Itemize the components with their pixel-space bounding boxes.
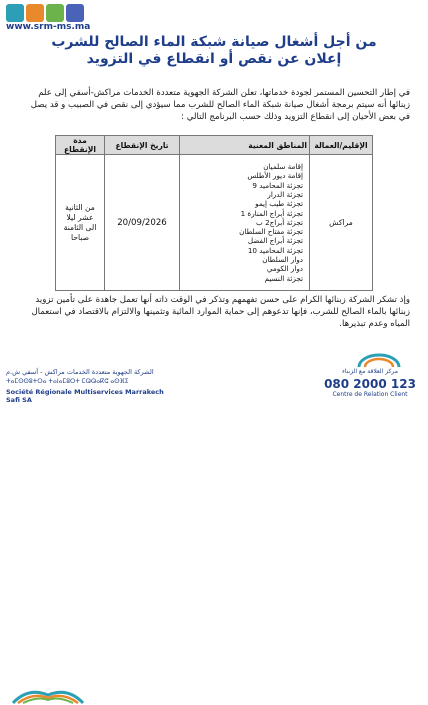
duration-line-2: الى الثامنة صباحا [63,222,97,242]
area-item: تجزئة المحاميد 9 [252,180,303,190]
lighting-logo-icon [66,4,84,22]
table-row [56,155,373,291]
header-areas: المناطق المعنية [180,136,310,155]
cell-areas [180,155,310,291]
hotline-number[interactable]: 080 2000 123 [324,377,416,391]
top-logo-bar [0,0,428,34]
title-line-1: من أجل أشغال صيانة شبكة الماء الصالح للشرب [51,34,377,50]
header-duration: مدة الإنقطاع [56,136,105,155]
affected-areas-list [182,162,307,283]
company-name-french: Société Régionale Multiservices Marrakech Safi SA [6,388,164,404]
cell-region: مراكش [310,155,373,291]
company-name-tifinagh: ⵜⴰⵎⵙⵙⵓⵜⵔⴰ ⵜⴰⵏⴰⵎⵓⵔⵜ ⵎⵕⵕⴰⴽⵛ ⴰⵙⴼⵉ [6,378,129,385]
table-header-row [56,136,373,155]
area-item: تجزئة طيب إيمو [255,199,303,209]
hotline-arc-icon [355,352,403,368]
area-item: إقامة ديور الأطلس [247,171,303,181]
header-region: الإقليم/العمالة [310,136,373,155]
interruption-schedule-table [55,135,373,291]
area-item: تجزئة أبراج2 ب [256,217,303,227]
announcement-title [20,34,408,68]
header-date: تاريخ الإنقطاع [105,136,180,155]
area-item: تجزئة أبراج المنارة 1 [240,208,303,218]
area-item: دوار السلطان [262,255,303,265]
area-item: إقامة سلميان [263,162,303,172]
area-item: تجزئة الدرار [267,189,303,199]
title-line-2: إعلان عن نقص أو انقطاع في التزويد [86,51,342,67]
area-item: تجزئة النسيم [264,273,303,283]
hotline-label: مركز العلاقة مع الزبناء [342,368,398,375]
area-item: تجزئة المحاميد 10 [247,245,303,255]
hotline-label-french: Centre de Relation Client [332,391,408,398]
water-logo-icon [6,4,24,22]
sanitation-logo-icon [46,4,64,22]
company-name-arabic: الشركة الجهوية متعددة الخدمات مراكش - آسفي ش.م [6,368,154,376]
area-item: تجزئة أبراج الفضل [247,236,303,246]
intro-paragraph: في إطار التحسين المستمر لجودة خدماتها، تعلن الشركة الجهوية متعددة الخدمات مراكش-أسفي إلى علم زبنائها أنه سيتم برمجة أشغال صيانة شبكة الماء الصالح للشرب مما سيؤدي إلى نقص في الصبيب و قد يصل في بعض الأحيان إلى انقطاع التزويد وذلك حسب البرنامج التالي : [30,88,410,122]
company-emblem-icon [8,685,88,705]
area-item: دوار الكومي [266,264,303,274]
area-item: تجزئة مفتاح السلطان [239,227,303,237]
closing-paragraph: وإذ تشكر الشركة زبنائها الكرام على حسن تفهمهم وتذكر في الوقت ذاته أنها تعمل جاهدة على تأمين تزويد زبنائها بالماء الصالح للشرب، فإنها تدعوهم إلى حماية الموارد المائية وتثمينها والالتزام بالاقتصاد في استعمال المياه وعدم تبذيرها. [31,295,410,329]
cell-duration [56,155,105,291]
duration-line-1: من الثانية عشر ليلا [65,202,95,222]
electricity-logo-icon [26,4,44,22]
website-url[interactable]: www.srm-ms.ma [6,22,91,32]
cell-date: 20/09/2026 [105,155,180,291]
